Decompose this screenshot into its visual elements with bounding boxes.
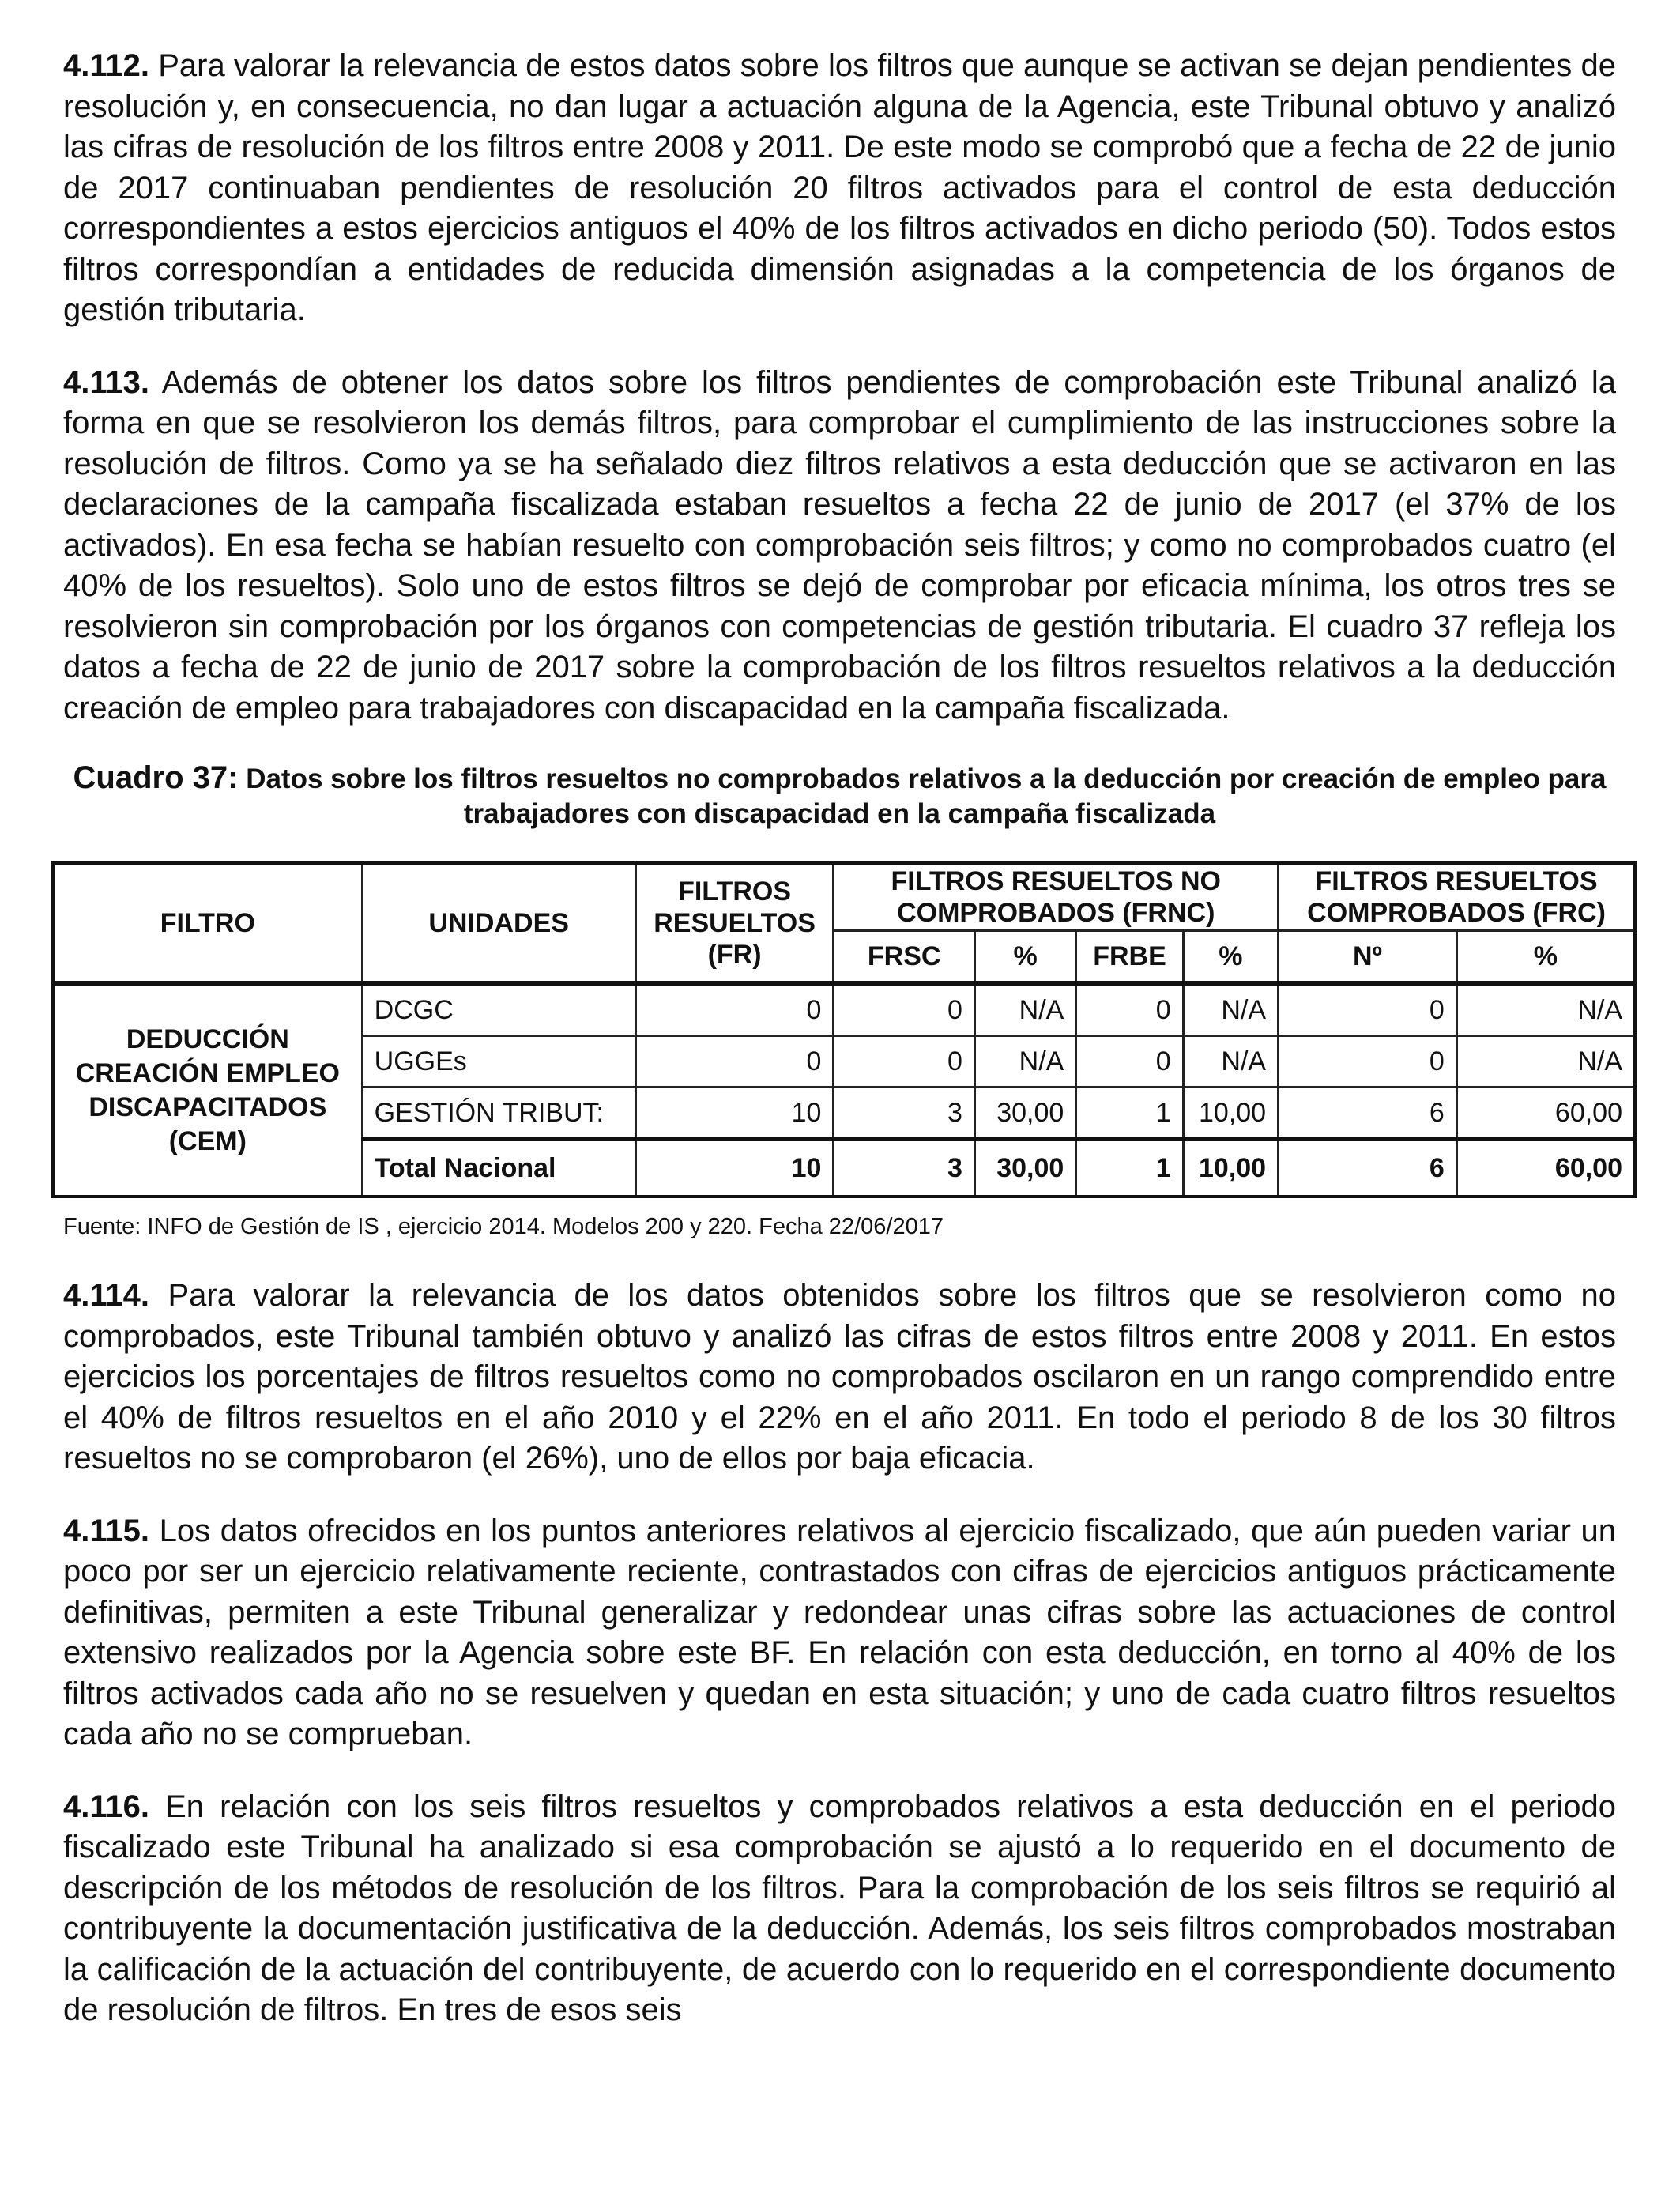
n-cell: 0 [1279, 983, 1457, 1036]
paragraph-text: En relación con los seis filtros resueltos y comprobados relativos a esta deducción en el periodo fiscalizado este Tribunal ha analizado si esa comprobación se ajustó a lo requerido en el documento de descripción de los métodos de resolución de los filtros. Para la comprobación de los seis filtros se requirió al contribuyente la documentación justificativa de la deducción. Además, los seis filtros comprobados mostraban la calificación de la actuación del contribuyente, de acuerdo con lo requerido en el correspondiente documento de resolución de filtros. En tres de esos seis [63, 1789, 1616, 2027]
header-filtros-resueltos: FILTROS RESUELTOS (FR) [635, 863, 834, 983]
header-pct-frbe: % [1183, 931, 1278, 984]
pct-frbe-cell: N/A [1183, 983, 1278, 1036]
frsc-cell: 0 [834, 1036, 975, 1088]
header-frc: FILTROS RESUELTOS COMPROBADOS (FRC) [1279, 863, 1635, 931]
fr-cell: 0 [635, 983, 834, 1036]
paragraph-number: 4.112. [63, 48, 150, 83]
n-cell: 6 [1279, 1088, 1457, 1140]
table-source: Fuente: INFO de Gestión de IS , ejercicio 2014. Modelos 200 y 220. Fecha 22/06/2017 [63, 1214, 944, 1239]
pct-frc-cell: 60,00 [1456, 1140, 1635, 1197]
frbe-cell: 0 [1076, 1036, 1183, 1088]
paragraph-4-116 [63, 1787, 1616, 2031]
header-unidades: UNIDADES [362, 863, 635, 983]
unit-cell: UGGEs [362, 1036, 635, 1088]
pct-frbe-cell: 10,00 [1183, 1140, 1278, 1197]
paragraph-number: 4.115. [63, 1513, 150, 1548]
paragraph-text: Además de obtener los datos sobre los filtros pendientes de comprobación este Tribunal analizó la forma en que se resolvieron los demás filtros, para comprobar el cumplimiento de las instrucciones sobre la resolución de filtros. Como ya se ha señalado diez filtros relativos a esta deducción que se activaron en las declaraciones de la campaña fiscalizada estaban resueltos a fecha 22 de junio de 2017 (el 37% de los activados). En esa fecha se habían resuelto con comprobación seis filtros; y como no comprobados cuatro (el 40% de los resueltos). Solo uno de estos filtros se dejó de comprobar por eficacia mínima, los otros tres se resolvieron sin comprobación por los órganos con competencias de gestión tributaria. El cuadro 37 refleja los datos a fecha de 22 de junio de 2017 sobre la comprobación de los filtros resueltos relativos a la deducción creación de empleo para trabajadores con discapacidad en la campaña fiscalizada. [63, 364, 1616, 726]
frsc-cell: 3 [834, 1088, 975, 1140]
pct-frbe-cell: N/A [1183, 1036, 1278, 1088]
fr-cell: 10 [635, 1140, 834, 1197]
n-cell: 0 [1279, 1036, 1457, 1088]
caption-label: Cuadro 37: [73, 760, 239, 795]
pct-frsc-cell: 30,00 [974, 1088, 1075, 1140]
frbe-cell: 1 [1076, 1088, 1183, 1140]
document-page [63, 46, 1622, 2063]
pct-frsc-cell: N/A [974, 1036, 1075, 1088]
paragraph-4-114 [63, 1276, 1616, 1480]
paragraph-4-112 [63, 46, 1616, 331]
unit-cell: DCGC [362, 983, 635, 1036]
paragraph-text: Para valorar la relevancia de los datos obtenidos sobre los filtros que se resolvieron como no comprobados, este Tribunal también obtuvo y analizó las cifras de estos filtros entre 2008 y 2011. En estos ejercicios los porcentajes de filtros resueltos como no comprobados oscilaron en un rango comprendido entre el 40% de filtros resueltos en el año 2010 y el 22% en el año 2011. En todo el periodo 8 de los 30 filtros resueltos no se comprobaron (el 26%), uno de ellos por baja eficacia. [63, 1278, 1616, 1476]
data-table [51, 861, 1637, 1198]
header-frbe: FRBE [1076, 931, 1183, 984]
header-frnc: FILTROS RESUELTOS NO COMPROBADOS (FRNC) [834, 863, 1279, 931]
frbe-cell: 1 [1076, 1140, 1183, 1197]
pct-frsc-cell: 30,00 [974, 1140, 1075, 1197]
paragraph-text: Para valorar la relevancia de estos datos sobre los filtros que aunque se activan se dejan pendientes de resolución y, en consecuencia, no dan lugar a actuación alguna de la Agencia, este Tribunal obtuvo y analizó las cifras de resolución de los filtros entre 2008 y 2011. De este modo se comprobó que a fecha de 22 de junio de 2017 continuaban pendientes de resolución 20 filtros activados para el control de esta deducción correspondientes a estos ejercicios antiguos el 40% de los filtros activados en dicho periodo (50). Todos estos filtros correspondían a entidades de reducida dimensión asignadas a la competencia de los órganos de gestión tributaria. [63, 48, 1616, 327]
pct-frc-cell: N/A [1456, 1036, 1635, 1088]
pct-frsc-cell: N/A [974, 983, 1075, 1036]
unit-cell: GESTIÓN TRIBUT: [362, 1088, 635, 1140]
caption-text: Datos sobre los filtros resueltos no comprobados relativos a la deducción por creación de empleo para trabajadores con discapacidad en la campaña fiscalizada [246, 763, 1607, 829]
frsc-cell: 3 [834, 1140, 975, 1197]
frbe-cell: 0 [1076, 983, 1183, 1036]
paragraph-number: 4.116. [63, 1789, 150, 1824]
filter-name-cell: DEDUCCIÓN CREACIÓN EMPLEO DISCAPACITADOS (CEM) [53, 983, 362, 1197]
unit-cell: Total Nacional [362, 1140, 635, 1197]
table-row [53, 983, 1635, 1036]
pct-frc-cell: 60,00 [1456, 1088, 1635, 1140]
paragraph-number: 4.113. [63, 364, 150, 400]
paragraph-number: 4.114. [63, 1278, 150, 1313]
fr-cell: 0 [635, 1036, 834, 1088]
fr-cell: 10 [635, 1088, 834, 1140]
paragraph-4-113 [63, 363, 1616, 729]
frsc-cell: 0 [834, 983, 975, 1036]
header-n: Nº [1279, 931, 1457, 984]
header-pct-frc: % [1456, 931, 1635, 984]
pct-frbe-cell: 10,00 [1183, 1088, 1278, 1140]
pct-frc-cell: N/A [1456, 983, 1635, 1036]
header-filtro: FILTRO [53, 863, 362, 983]
header-pct-frsc: % [974, 931, 1075, 984]
paragraph-4-115 [63, 1511, 1616, 1755]
table-caption [63, 760, 1616, 831]
header-frsc: FRSC [834, 931, 975, 984]
paragraph-text: Los datos ofrecidos en los puntos anteriores relativos al ejercicio fiscalizado, que aún pueden variar un poco por ser un ejercicio relativamente reciente, contrastados con cifras de ejercicios antiguos prácticamente definitivas, permiten a este Tribunal generalizar y redondear unas cifras sobre las actuaciones de control extensivo realizados por la Agencia sobre este BF. En relación con esta deducción, en torno al 40% de los filtros activados cada año no se resuelven y quedan en esta situación; y uno de cada cuatro filtros resueltos cada año no se comprueban. [63, 1513, 1616, 1751]
n-cell: 6 [1279, 1140, 1457, 1197]
